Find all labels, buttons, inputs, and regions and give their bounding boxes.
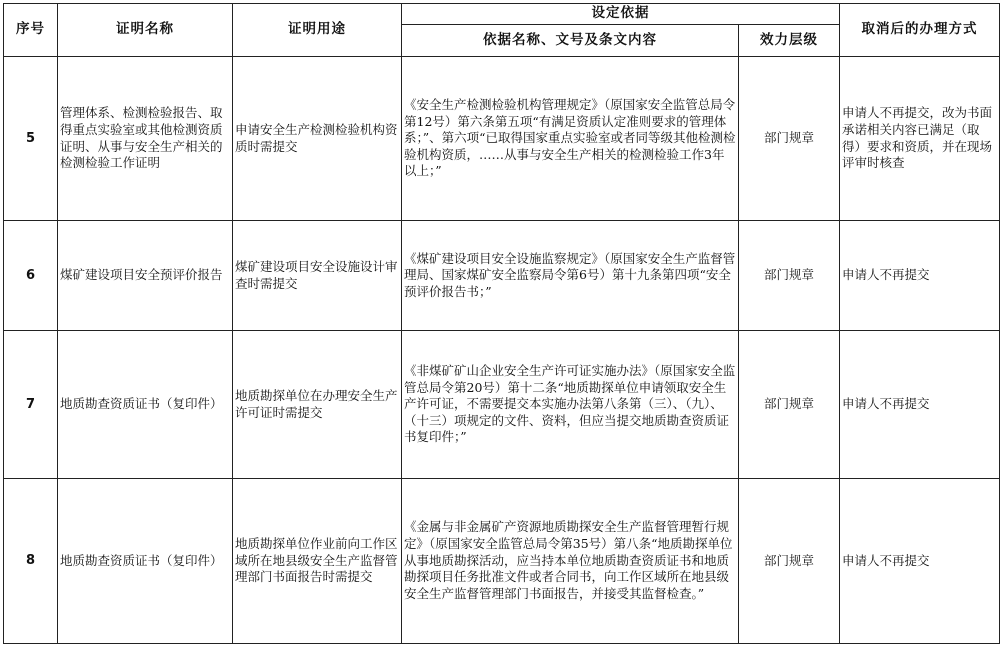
row-seq: 7 <box>4 331 58 479</box>
row-level: 部门规章 <box>739 331 840 479</box>
row-name: 管理体系、检测检验报告、取得重点实验室或其他检测资质证明、从事与安全生产相关的检测检验工作证明 <box>58 57 233 221</box>
table-row <box>4 57 1000 221</box>
row-seq: 5 <box>4 57 58 221</box>
row-after: 申请人不再提交 <box>840 479 1000 644</box>
table-row <box>4 331 1000 479</box>
row-purpose: 地质勘探单位在办理安全生产许可证时需提交 <box>233 331 402 479</box>
row-basis: 《煤矿建设项目安全设施监察规定》（原国家安全生产监督管理局、国家煤矿安全监察局令第6号）第十九条第四项“安全预评价报告书；” <box>402 221 739 331</box>
header-seq: 序号 <box>4 4 58 57</box>
row-after: 申请人不再提交 <box>840 331 1000 479</box>
header-purpose: 证明用途 <box>233 4 402 57</box>
row-seq: 6 <box>4 221 58 331</box>
row-name: 煤矿建设项目安全预评价报告 <box>58 221 233 331</box>
row-name: 地质勘查资质证书（复印件） <box>58 331 233 479</box>
table-row <box>4 221 1000 331</box>
certificate-table <box>3 3 1000 644</box>
row-level: 部门规章 <box>739 479 840 644</box>
row-name: 地质勘查资质证书（复印件） <box>58 479 233 644</box>
header-after: 取消后的办理方式 <box>840 4 1000 57</box>
header-basis-level: 效力层级 <box>739 25 840 57</box>
row-basis: 《安全生产检测检验机构管理规定》（原国家安全监管总局令第12号）第六条第五项“有满足资质认定准则要求的管理体系；”、第六项“已取得国家重点实验室或者同等级其他检测检验机构资质，……从事与安全生产相关的检测检验工作3年以上；” <box>402 57 739 221</box>
table-row <box>4 479 1000 644</box>
row-basis: 《金属与非金属矿产资源地质勘探安全生产监督管理暂行规定》（原国家安全监管总局令第35号）第八条“地质勘探单位从事地质勘探活动，应当持本单位地质勘查资质证书和地质勘探项目任务批准文件或者合同书，向工作区域所在地县级安全生产监督管理部门书面报告，并接受其监督检查。” <box>402 479 739 644</box>
row-purpose: 地质勘探单位作业前向工作区域所在地县级安全生产监督管理部门书面报告时需提交 <box>233 479 402 644</box>
row-seq: 8 <box>4 479 58 644</box>
row-level: 部门规章 <box>739 221 840 331</box>
row-purpose: 煤矿建设项目安全设施设计审查时需提交 <box>233 221 402 331</box>
header-basis-group: 设定依据 <box>402 4 840 25</box>
row-after: 申请人不再提交，改为书面承诺相关内容已满足（取得）要求和资质，并在现场评审时核查 <box>840 57 1000 221</box>
header-name: 证明名称 <box>58 4 233 57</box>
header-row-main <box>4 4 1000 25</box>
document-page <box>3 3 999 643</box>
header-basis-doc: 依据名称、文号及条文内容 <box>402 25 739 57</box>
row-basis: 《非煤矿矿山企业安全生产许可证实施办法》（原国家安全监管总局令第20号）第十二条“地质勘探单位申请领取安全生产许可证，不需要提交本实施办法第八条第（三）、（九）、（十三）项规定的文件、资料，但应当提交地质勘查资质证书复印件；” <box>402 331 739 479</box>
row-purpose: 申请安全生产检测检验机构资质时需提交 <box>233 57 402 221</box>
row-level: 部门规章 <box>739 57 840 221</box>
row-after: 申请人不再提交 <box>840 221 1000 331</box>
